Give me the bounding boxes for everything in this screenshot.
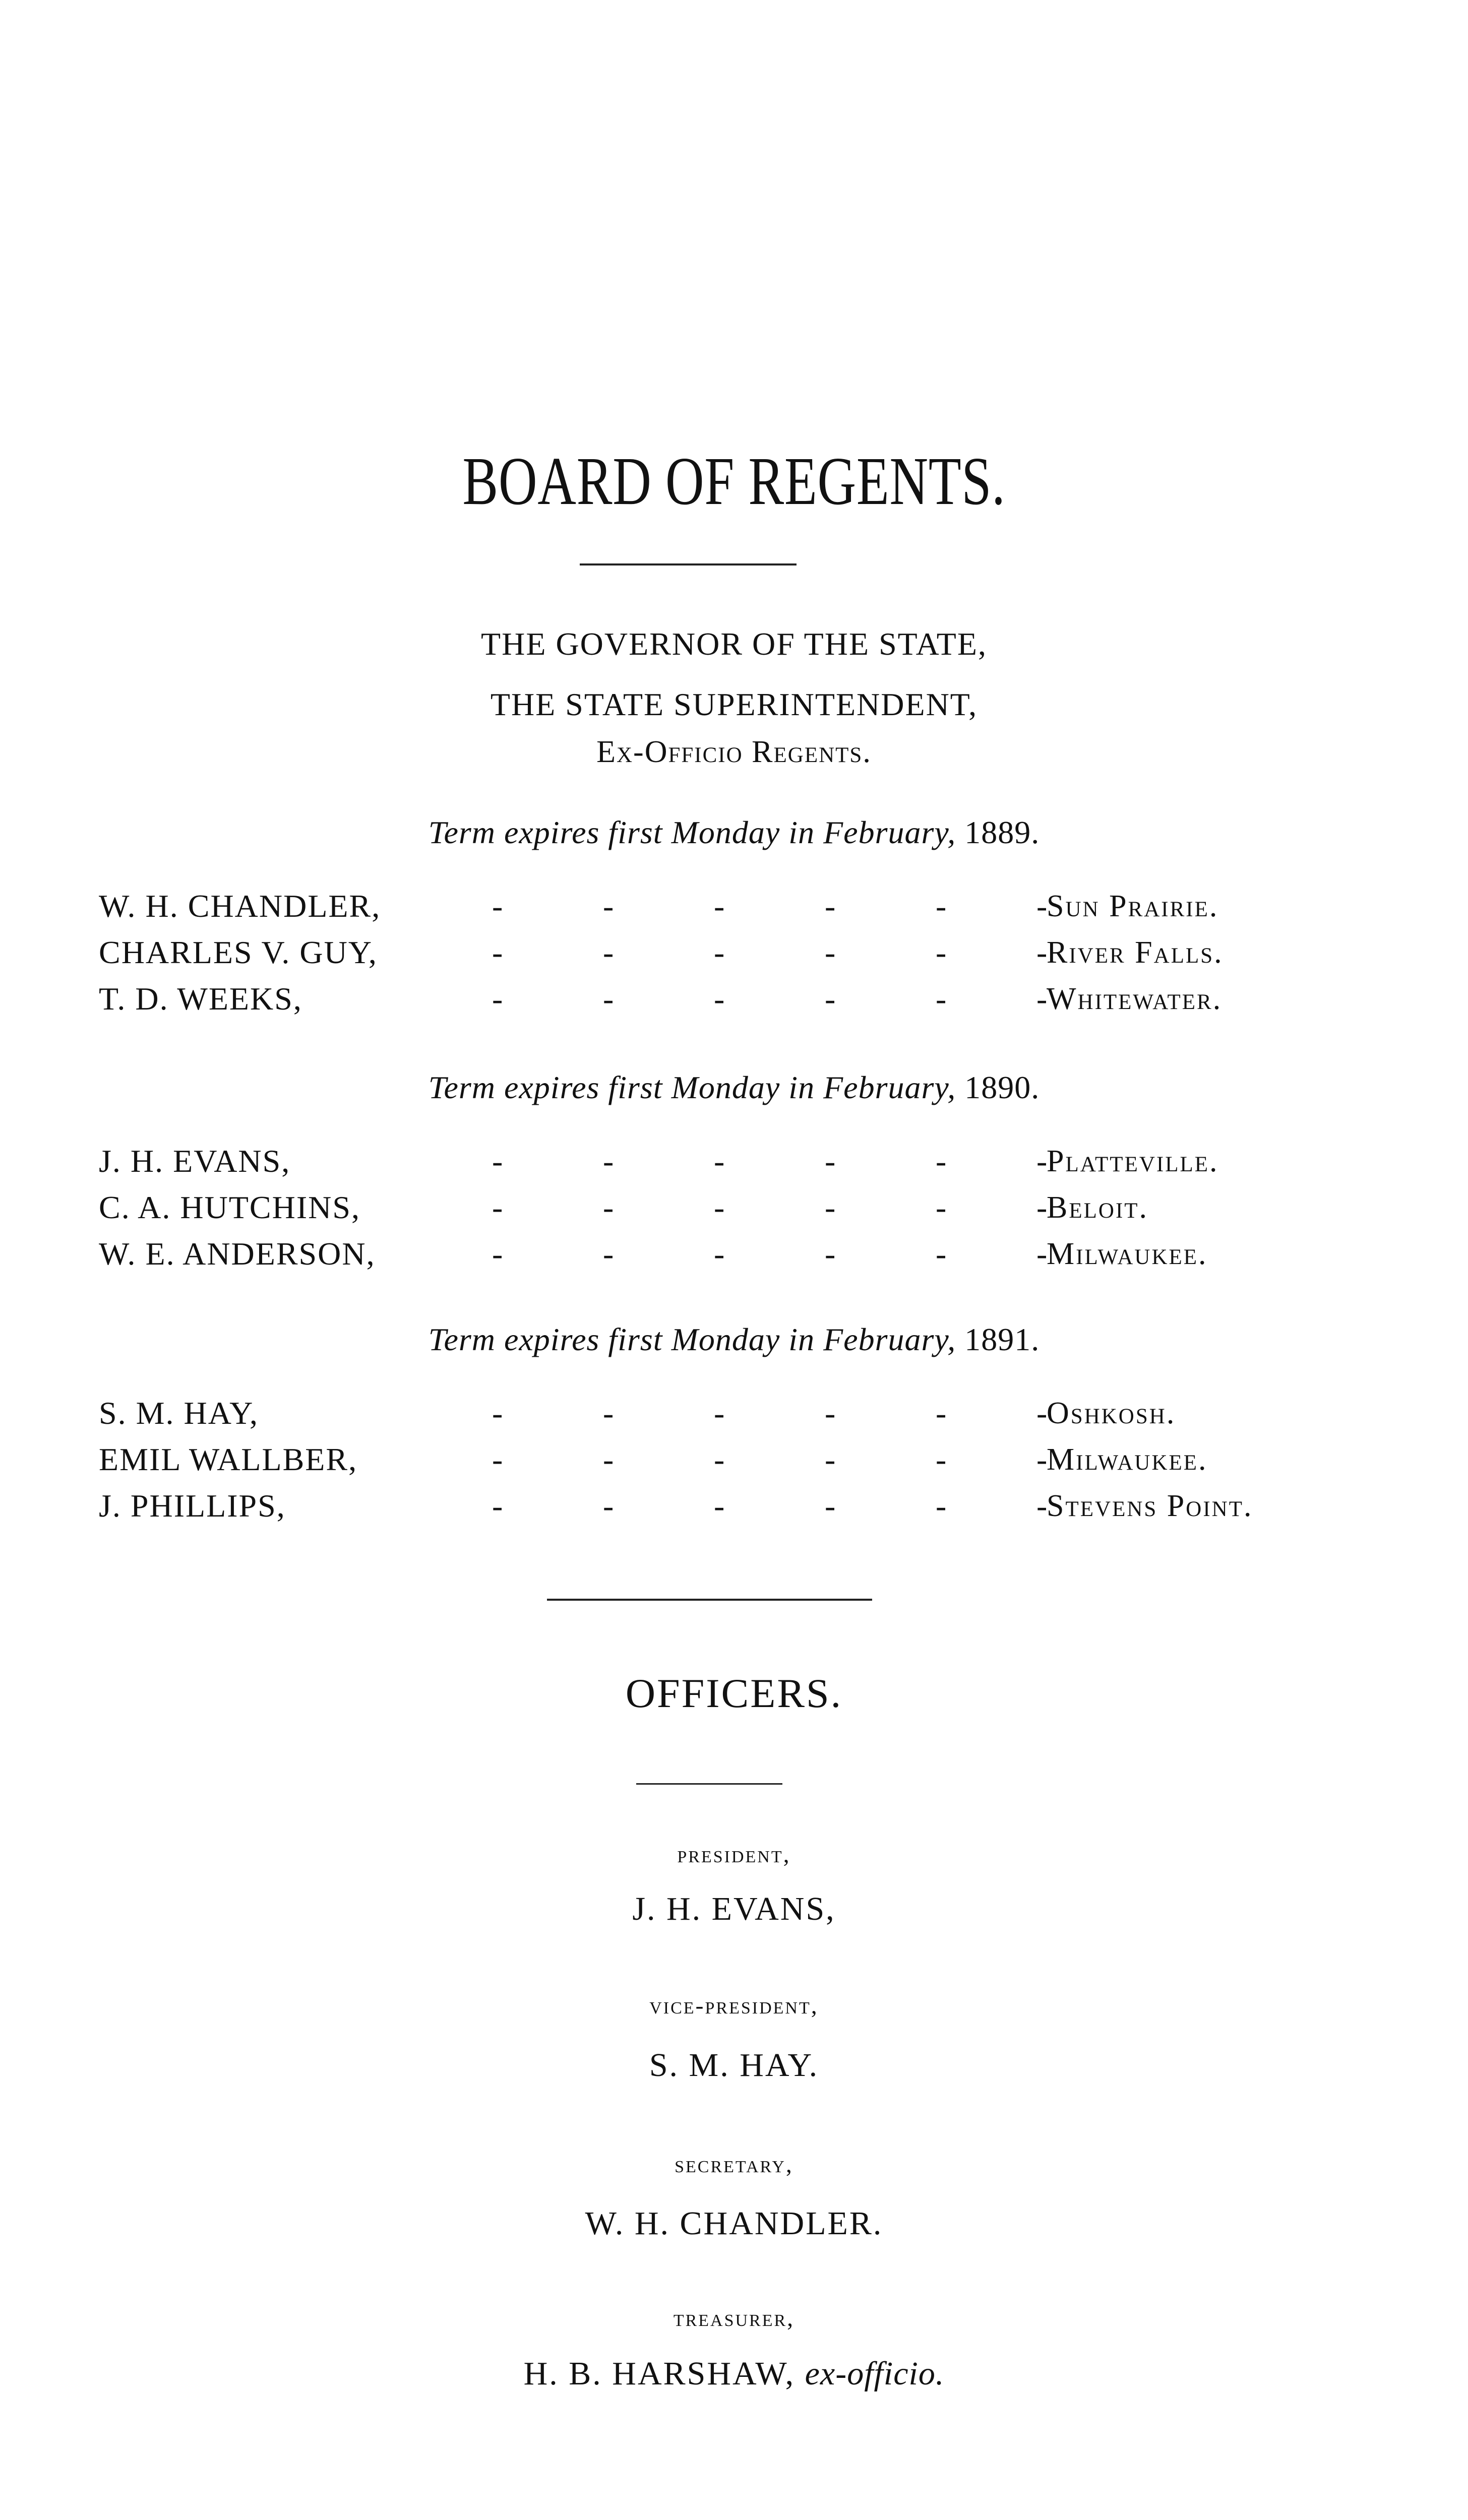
term-heading-text: Term expires first Monday in February, bbox=[428, 814, 956, 850]
term-heading-text: Term expires first Monday in February, bbox=[428, 1321, 956, 1357]
dot-leaders bbox=[492, 976, 1097, 1022]
dot-leaders bbox=[492, 1390, 1097, 1436]
dot-leaders bbox=[492, 1231, 1097, 1277]
regent-row bbox=[99, 1390, 1389, 1436]
regent-place: Sun Prairie. bbox=[1047, 889, 1219, 923]
regent-name: J. H. EVANS, bbox=[99, 1143, 291, 1179]
leader-dash: - bbox=[825, 934, 836, 970]
leader-dash: - bbox=[492, 1395, 503, 1431]
regent-name: C. A. HUTCHINS, bbox=[99, 1189, 360, 1225]
president-name: J. H. EVANS, bbox=[632, 1891, 836, 1927]
leader-dash: - bbox=[1036, 1441, 1048, 1477]
regent-row bbox=[99, 1483, 1389, 1529]
treasurer-name bbox=[0, 2353, 1468, 2395]
leader-dash: - bbox=[1036, 1395, 1048, 1431]
ex-officio-label: Ex-Officio Regents. bbox=[596, 735, 872, 769]
regent-name: EMIL WALLBER, bbox=[99, 1441, 358, 1477]
regent-place: Beloit. bbox=[1047, 1190, 1149, 1225]
dot-leaders bbox=[492, 1483, 1097, 1529]
vice-president-name: S. M. HAY. bbox=[649, 2047, 819, 2084]
regent-name: T. D. WEEKS, bbox=[99, 981, 302, 1017]
leader-dash: - bbox=[603, 1395, 614, 1431]
leader-dash: - bbox=[714, 934, 725, 970]
regent-row bbox=[99, 1436, 1389, 1483]
leader-dash: - bbox=[492, 981, 503, 1017]
leader-dash: - bbox=[1036, 1488, 1048, 1524]
leader-dash: - bbox=[714, 1441, 725, 1477]
leader-dash: - bbox=[492, 1143, 503, 1179]
leader-dash: - bbox=[825, 981, 836, 1017]
regent-name: J. PHILLIPS, bbox=[99, 1488, 286, 1524]
leader-dash: - bbox=[1036, 1189, 1048, 1225]
officers-rule bbox=[636, 1783, 782, 1785]
leader-dash: - bbox=[714, 1395, 725, 1431]
leader-dash: - bbox=[603, 1189, 614, 1225]
vice-president-label: vice-president, bbox=[649, 1992, 819, 2019]
regent-place: Oshkosh. bbox=[1047, 1396, 1176, 1430]
term-heading-1889 bbox=[0, 812, 1468, 853]
leader-dash: - bbox=[492, 1189, 503, 1225]
treasurer-label: treasurer, bbox=[673, 2305, 795, 2332]
regent-name: CHARLES V. GUY, bbox=[99, 934, 378, 970]
regent-row bbox=[99, 1184, 1389, 1231]
leader-dash: - bbox=[936, 1189, 947, 1225]
leader-dash: - bbox=[825, 1441, 836, 1477]
leader-dash: - bbox=[714, 981, 725, 1017]
treasurer-name-text: H. B. HARSHAW, bbox=[523, 2355, 796, 2392]
leader-dash: - bbox=[825, 1236, 836, 1272]
regent-row bbox=[99, 1231, 1389, 1277]
leader-dash: - bbox=[714, 1488, 725, 1524]
leader-dash: - bbox=[492, 1441, 503, 1477]
leader-dash: - bbox=[492, 1236, 503, 1272]
leader-dash: - bbox=[714, 1189, 725, 1225]
leader-dash: - bbox=[1036, 1236, 1048, 1272]
leader-dash: - bbox=[603, 1441, 614, 1477]
leader-dash: - bbox=[714, 888, 725, 924]
dot-leaders bbox=[492, 1184, 1097, 1231]
regent-place: Whitewater. bbox=[1047, 982, 1222, 1016]
term-year: 1891. bbox=[964, 1321, 1040, 1357]
officers-heading: OFFICERS. bbox=[625, 1670, 843, 1716]
leader-dash: - bbox=[714, 1143, 725, 1179]
regent-place: Platteville. bbox=[1047, 1144, 1219, 1178]
term-heading-text: Term expires first Monday in February, bbox=[428, 1069, 956, 1105]
leader-dash: - bbox=[603, 981, 614, 1017]
regent-row bbox=[99, 929, 1389, 976]
ex-officio-line-2: THE STATE SUPERINTENDENT, bbox=[490, 686, 978, 722]
leader-dash: - bbox=[936, 1395, 947, 1431]
leader-dash: - bbox=[1036, 888, 1048, 924]
dot-leaders bbox=[492, 883, 1097, 929]
regent-name: W. H. CHANDLER, bbox=[99, 888, 381, 924]
leader-dash: - bbox=[603, 888, 614, 924]
treasurer-note: ex-officio. bbox=[805, 2355, 945, 2392]
leader-dash: - bbox=[603, 1143, 614, 1179]
dot-leaders bbox=[492, 1138, 1097, 1184]
leader-dash: - bbox=[825, 1143, 836, 1179]
dot-leaders bbox=[492, 929, 1097, 976]
regent-place: River Falls. bbox=[1047, 935, 1224, 970]
section-rule bbox=[547, 1599, 872, 1601]
leader-dash: - bbox=[603, 934, 614, 970]
regent-row bbox=[99, 1138, 1389, 1184]
leader-dash: - bbox=[603, 1236, 614, 1272]
term-year: 1890. bbox=[964, 1069, 1040, 1105]
secretary-name: W. H. CHANDLER. bbox=[585, 2205, 883, 2242]
regent-row bbox=[99, 883, 1389, 929]
leader-dash: - bbox=[936, 1143, 947, 1179]
leader-dash: - bbox=[825, 1395, 836, 1431]
leader-dash: - bbox=[1036, 1143, 1048, 1179]
leader-dash: - bbox=[936, 1441, 947, 1477]
page-title: BOARD OF REGENTS. bbox=[462, 444, 1006, 519]
dot-leaders bbox=[492, 1436, 1097, 1483]
regent-place: Milwaukee. bbox=[1047, 1442, 1208, 1477]
regent-name: W. E. ANDERSON, bbox=[99, 1236, 376, 1272]
leader-dash: - bbox=[825, 1189, 836, 1225]
regent-place: Milwaukee. bbox=[1047, 1237, 1208, 1271]
leader-dash: - bbox=[492, 1488, 503, 1524]
term-heading-1890 bbox=[0, 1067, 1468, 1108]
leader-dash: - bbox=[936, 981, 947, 1017]
leader-dash: - bbox=[936, 934, 947, 970]
leader-dash: - bbox=[1036, 934, 1048, 970]
leader-dash: - bbox=[1036, 981, 1048, 1017]
regent-row bbox=[99, 976, 1389, 1022]
leader-dash: - bbox=[825, 888, 836, 924]
leader-dash: - bbox=[492, 888, 503, 924]
leader-dash: - bbox=[603, 1488, 614, 1524]
term-heading-1891 bbox=[0, 1319, 1468, 1360]
term-year: 1889. bbox=[964, 814, 1040, 850]
title-rule bbox=[580, 563, 797, 565]
regent-name: S. M. HAY, bbox=[99, 1395, 259, 1431]
regent-place: Stevens Point. bbox=[1047, 1489, 1253, 1523]
president-label: president, bbox=[677, 1841, 791, 1868]
leader-dash: - bbox=[825, 1488, 836, 1524]
ex-officio-line-1: THE GOVERNOR OF THE STATE, bbox=[481, 626, 987, 662]
leader-dash: - bbox=[714, 1236, 725, 1272]
secretary-label: secretary, bbox=[675, 2151, 793, 2178]
leader-dash: - bbox=[936, 888, 947, 924]
leader-dash: - bbox=[936, 1488, 947, 1524]
leader-dash: - bbox=[936, 1236, 947, 1272]
leader-dash: - bbox=[492, 934, 503, 970]
